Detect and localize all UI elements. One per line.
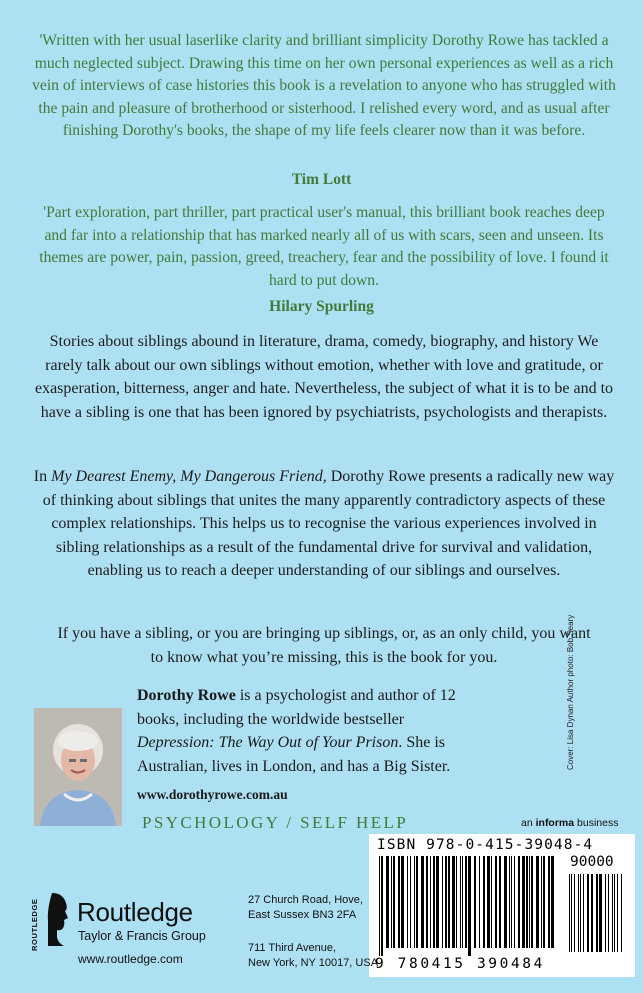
informa-business-tag [521, 817, 618, 829]
routledge-name: Routledge [77, 897, 193, 927]
barcode-bar [614, 874, 615, 952]
barcode-bar [479, 856, 480, 948]
barcode-bar [491, 856, 492, 948]
barcode-bar [407, 856, 408, 948]
publisher-url[interactable]: www.routledge.com [78, 952, 183, 966]
address-uk-line-1: 27 Church Road, Hove, [248, 894, 363, 906]
author-name: Dorothy Rowe [137, 687, 236, 704]
barcode-bar [452, 856, 455, 948]
author-portrait-icon [34, 708, 122, 826]
author-photo [34, 708, 122, 826]
barcode-bar [536, 856, 539, 948]
barcode-bar [612, 874, 613, 952]
barcode-bar [580, 874, 581, 952]
barcode-bar [543, 856, 545, 948]
author-bio-text-1: is a psychologist and author of 12 books, including the worldwide bestseller [137, 687, 456, 728]
barcode-bar [569, 874, 570, 952]
book-title: My Dearest Enemy, My Dangerous Friend [51, 468, 323, 485]
barcode-bar [414, 856, 415, 948]
category-label: PSYCHOLOGY / SELF HELP [142, 813, 409, 832]
barcode-bar [531, 856, 533, 948]
address-uk-line-2: East Sussex BN3 2FA [248, 909, 357, 921]
barcode-bar [379, 856, 380, 956]
address-us-line-2: New York, NY 10017, USA [248, 957, 379, 969]
barcode-bar [571, 874, 572, 952]
quote-hilary-spurling: 'Part exploration, part thriller, part practical user's manual, this brilliant book reaches deep and far into a relationship that has marked nearly all of us with scars, seen and unseen. Its themes are power, pain, passion, greed, treachery, fear and the possibility of love. I found it hard to put down. [39, 204, 609, 289]
barcode-bar [504, 856, 507, 948]
description-paragraph-3: If you have a sibling, or you are bringing up siblings, or, as an only child, you want to know what you’re missing, this is the book for you. [57, 625, 591, 666]
barcode-bar [468, 856, 471, 956]
barcode-panel [369, 834, 635, 977]
quote-tim-lott: 'Written with her usual laserlike clarity and brilliant simplicity Dorothy Rowe has tackled a much neglected subject. Drawing this time on her own personal experiences as well as a rich vein of interviews of case histories this book is a revelation to anyone who has struggled with the pain and pleasure of brotherhood or sisterhood. I relished every word, and as usual after finishing Dorothy's books, the shape of my life feels clearer now than it was before. [32, 32, 616, 139]
bestseller-title: Depression: The Way Out of Your Prison [137, 734, 399, 751]
informa-suffix: business [574, 817, 619, 829]
barcode-bar [587, 874, 589, 952]
barcode-bar [426, 856, 428, 948]
barcode-bar [509, 856, 510, 948]
barcode-bar [410, 856, 411, 948]
publisher-address-us [248, 941, 378, 971]
barcode-bar [526, 856, 528, 948]
barcode-bar [386, 856, 389, 948]
barcode-bar [393, 856, 395, 948]
publisher-address-uk [248, 893, 363, 923]
quote-attribution-hilary-spurling: Hilary Spurling [269, 298, 374, 315]
barcode-bar [578, 874, 579, 952]
quote-attribution-tim-lott: Tim Lott [291, 171, 352, 188]
description-paragraph-2 [30, 465, 618, 583]
barcode-bar [465, 856, 467, 948]
barcode-bar [583, 874, 584, 952]
author-bio [137, 684, 482, 778]
barcode-bar [605, 874, 606, 952]
barcode-bar [599, 874, 602, 952]
barcode-bar [460, 856, 461, 948]
description-paragraph-2-prefix: In [33, 468, 52, 485]
barcode-bar [391, 856, 392, 948]
barcode-bar [591, 874, 593, 952]
cover-credits: Cover: Lisa Dynan Author photo: Bob Seary [566, 614, 575, 770]
barcode-bar [511, 856, 512, 948]
isbn-text: ISBN 978-0-415-39048-4 [377, 837, 594, 853]
routledge-head-icon [46, 891, 70, 947]
barcode-bar [551, 856, 554, 948]
informa-brand: informa [535, 817, 575, 829]
barcode-bar [499, 856, 501, 948]
barcode-bar [574, 874, 575, 952]
author-bio-text-2: . She is Australian, lives in London, and has a Big Sister. [137, 734, 451, 775]
barcode-bar [456, 856, 457, 948]
publisher-group: Taylor & Francis Group [78, 929, 206, 943]
author-website[interactable]: www.dorothyrowe.com.au [137, 787, 288, 802]
routledge-vertical-wordmark: ROUTLEDGE [30, 898, 39, 951]
barcode-bar [462, 856, 463, 948]
routledge-logo-bar [28, 889, 48, 951]
barcode-bar [430, 856, 431, 948]
barcode-bar [529, 856, 530, 948]
barcode-bar [442, 856, 443, 948]
barcode-bar [445, 856, 447, 948]
barcode-bar [514, 856, 515, 948]
description-paragraph-1: Stories about siblings abound in literature, drama, comedy, biography, and history We rarely talk about our own siblings without emotion, whether with love and gratitude, or exasperation, bitterness, anger and hate. Nevertheless, the subject of what it is to be and to have a sibling is one that has been ignored by psychiatrists, psychologists and therapists. [34, 333, 614, 421]
barcode-bar [436, 856, 439, 948]
barcode-bar [596, 874, 598, 952]
description-paragraph-2-text: , Dorothy Rowe presents a radically new way of thinking about siblings that unites the many apparently contradictory aspects of these complex relationships. This helps us to recognise the various experiences involved in sibling relationships as a result of the fundamental drive for survival and validation, enabling us to reach a deeper understanding of our siblings and ourselves. [42, 468, 615, 579]
barcode-bar [401, 856, 404, 948]
barcode-bar [433, 856, 435, 948]
price-addon-barcode [569, 874, 627, 960]
barcode-bar [381, 856, 383, 956]
barcode-bar [474, 856, 476, 948]
barcode-bar [518, 856, 520, 948]
barcode-bar [522, 856, 525, 948]
barcode-bar [495, 856, 497, 948]
barcode-bar [541, 856, 542, 948]
barcode-bar [448, 856, 450, 948]
barcode-bar [608, 874, 609, 952]
barcode-bar [398, 856, 400, 948]
price-code: 90000 [570, 854, 614, 870]
address-us-line-1: 711 Third Avenue, [248, 942, 337, 954]
barcode-bar [487, 856, 490, 948]
barcode-bar [421, 856, 424, 948]
barcode-bar [548, 856, 550, 948]
barcode-bar [617, 874, 618, 952]
ean-barcode [379, 856, 559, 956]
barcode-bar [416, 856, 418, 948]
ean-digits: 9 780415 390484 [375, 956, 545, 972]
barcode-bar [483, 856, 485, 948]
informa-prefix: an [521, 817, 536, 829]
barcode-bar [621, 874, 622, 952]
